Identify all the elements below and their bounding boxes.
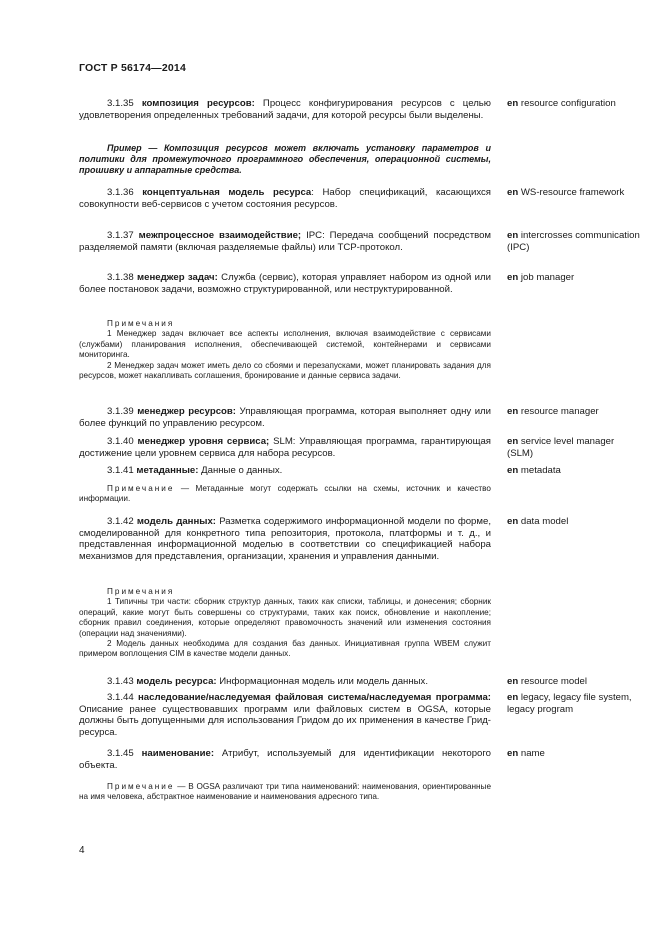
page-number: 4 — [79, 845, 85, 856]
entry-3-1-43: 3.1.43 модель ресурса: Информационная модель или модель данных. — [107, 676, 429, 687]
entry-3-1-44: 3.1.44 наследование/наследуемая файловая система/наследуемая программа: Описание ранее существовавших программ или файловых систем в OGSA, которые должны быть допущенными для использования Гридом до их применения в качестве Грид-ресурса. — [79, 692, 491, 738]
en-equivalent-3-1-43: en resource model — [507, 676, 587, 687]
en-equivalent-3-1-41: en metadata — [507, 465, 561, 476]
en-equivalent-3-1-39: en resource manager — [507, 406, 599, 417]
en-equivalent-3-1-35: en resource configuration — [507, 98, 616, 109]
entry-3-1-45: 3.1.45 наименование: Атрибут, используемый для идентификации некоторого объекта. — [79, 748, 491, 771]
notes-3-1-42: Примечания 1 Типичны три части: сборник структур данных, таких как списки, таблицы, и донесения; сборник операций, какие могут быть совершены со структурами, таких как поиск, обновление и накопление; сборник правил соединения, которые определяют правомочность значений или изменения состояния (операции над значениями). 2 Модель данных необходима для создания баз данных. Инициативная группа WBEM служит примером воплощения CIM в качестве модели данных. — [79, 587, 491, 659]
term: композиция ресурсов: — [141, 98, 255, 109]
en-equivalent-3-1-36: en WS-resource framework — [507, 187, 625, 198]
en-equivalent-3-1-38: en job manager — [507, 272, 575, 283]
entry-3-1-35 — [79, 98, 491, 121]
document-header: ГОСТ Р 56174—2014 — [79, 62, 187, 74]
note-3-1-45: Примечание — В OGSA различают три типа наименований: наименования, ориентированные на имя человека, абстрактное наименование и наименования адресного типа. — [79, 782, 491, 802]
entry-3-1-40: 3.1.40 менеджер уровня сервиса; SLM: Управляющая программа, гарантирующая достижение цели уровнем сервиса для набора ресурсов. — [79, 436, 492, 459]
en-equivalent-3-1-40: en service level manager (SLM) — [507, 436, 615, 459]
example-3-1-35: Пример — Композиция ресурсов может включать установку параметров и политики для промежуточного программного обеспечения, операционной системы, прошивку и аппаратные средства. — [79, 143, 491, 175]
entry-3-1-36: 3.1.36 концептуальная модель ресурса: Набор спецификаций, касающихся совокупности веб-сервисов с учетом состояния ресурсов. — [79, 187, 492, 210]
definition: Процесс конфигурирования ресурсов с целью удовлетворения определенных требований задачи, для которой ресурсы были выделены. — [79, 98, 492, 121]
entry-number: 3.1.35 — [107, 98, 134, 109]
en-equivalent-3-1-45: en name — [507, 748, 545, 759]
en-equivalent-3-1-42: en data model — [507, 516, 569, 527]
entry-3-1-37: 3.1.37 межпроцессное взаимодействие; IPC: Передача сообщений посредством разделяемой памяти (включая разделяемые файлы) или TCP-протокол. — [79, 230, 492, 253]
entry-3-1-39: 3.1.39 менеджер ресурсов: Управляющая программа, которая выполняет одну или более функций по управлению ресурсом. — [79, 406, 492, 429]
entry-3-1-38: 3.1.38 менеджер задач: Служба (сервис), которая управляет набором из одной или более постановок задачи, возможно структурированной, или неструктурированной. — [79, 272, 491, 295]
notes-3-1-38: Примечания 1 Менеджер задач включает все аспекты исполнения, включая взаимодействие с сервисами (службами) планирования исполнения, обеспечивающей системой, контейнерами и сервисами мониторинга. 2 Менеджер задач может иметь дело со сбоями и перезапусками, может планировать задания для ресурсов, может накапливать соглашения, бронирование и данные сервиса задачи. — [79, 319, 491, 381]
en-equivalent-3-1-37: en intercrosses communication (IPC) — [507, 230, 640, 253]
en-equivalent-3-1-44: en legacy, legacy file system, legacy program — [507, 692, 632, 715]
note-3-1-41: Примечание — Метаданные могут содержать ссылки на схемы, источник и качество информации. — [79, 484, 491, 504]
entry-3-1-42: 3.1.42 модель данных: Разметка содержимого информационной модели по форме, смоделированной для конкретного типа репозитория, протокола, платформы и т. д., и представленная информационной моделью в соответствии со спецификацией набора механизмов для представления, организации, хранения и управления данными. — [79, 516, 491, 562]
entry-3-1-41: 3.1.41 метаданные: Данные о данных. — [107, 465, 283, 476]
